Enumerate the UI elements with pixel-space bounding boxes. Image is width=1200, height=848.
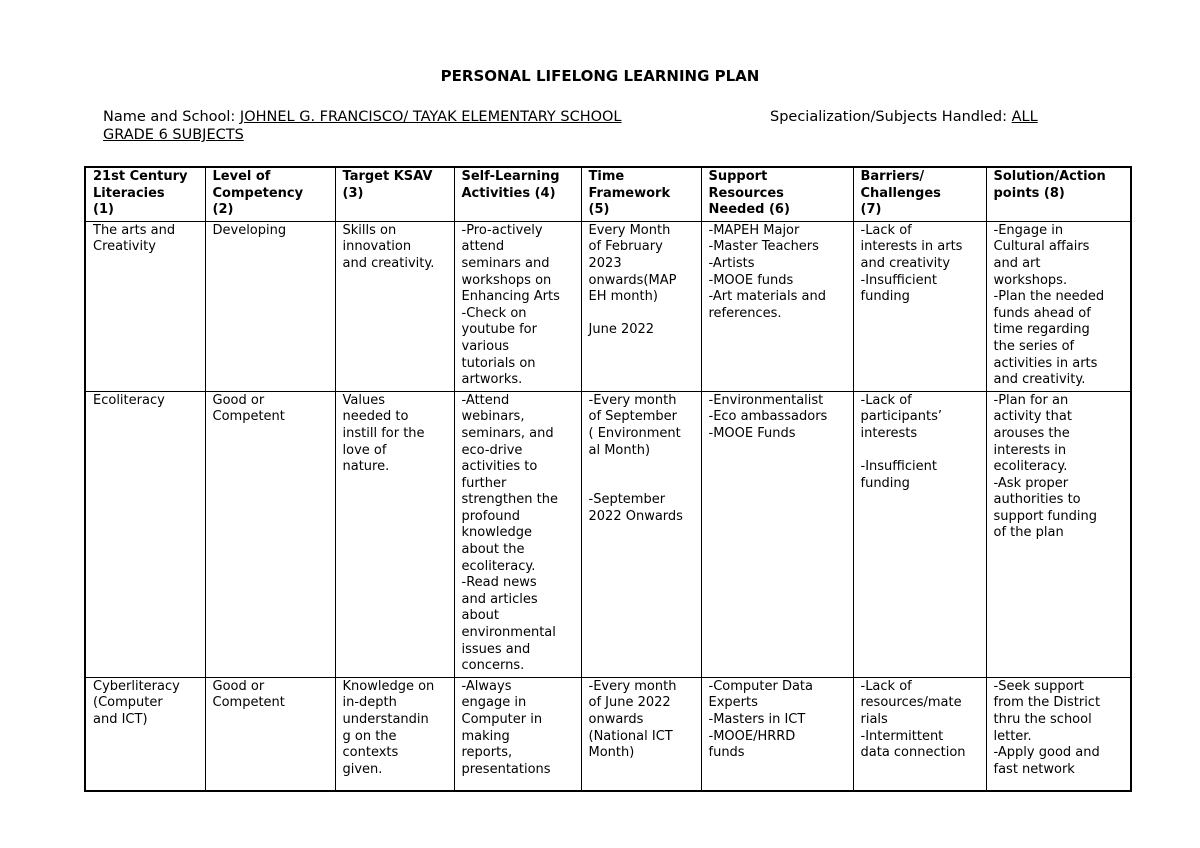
table-cell: -Pro-actively attend seminars and workshops on Enhancing Arts -Check on youtube for various tutorials on artworks.	[454, 221, 581, 391]
document-title: PERSONAL LIFELONG LEARNING PLAN	[440, 67, 760, 85]
specialization-value-continued: GRADE 6 SUBJECTS	[103, 127, 244, 143]
table-cell: -Lack of participants’ interests -Insufficient funding	[853, 391, 986, 677]
table-cell: -Lack of resources/mate rials -Intermittent data connection	[853, 677, 986, 791]
table-cell: Values needed to instill for the love of nature.	[335, 391, 454, 677]
header-target-ksav: Target KSAV (3)	[335, 167, 454, 221]
header-competency: Level of Competency (2)	[205, 167, 335, 221]
table-cell: -Every month of September ( Environment al Month) -September 2022 Onwards	[581, 391, 701, 677]
table-cell: Every Month of February 2023 onwards(MAP EH month) June 2022	[581, 221, 701, 391]
table-row	[85, 391, 1131, 677]
table-cell: Skills on innovation and creativity.	[335, 221, 454, 391]
header-solutions: Solution/Action points (8)	[986, 167, 1131, 221]
header-literacies: 21st Century Literacies (1)	[85, 167, 205, 221]
table-cell: -MAPEH Major -Master Teachers -Artists -MOOE funds -Art materials and references.	[701, 221, 853, 391]
table-cell: Knowledge on in-depth understandin g on the contexts given.	[335, 677, 454, 791]
header-time-framework: Time Framework (5)	[581, 167, 701, 221]
header-resources: Support Resources Needed (6)	[701, 167, 853, 221]
info-line	[103, 108, 1103, 144]
specialization	[770, 108, 1038, 126]
table-cell: Developing	[205, 221, 335, 391]
table-cell: -Lack of interests in arts and creativity -Insufficient funding	[853, 221, 986, 391]
table-row	[85, 677, 1131, 791]
learning-plan-table	[84, 166, 1132, 792]
table-cell: Good or Competent	[205, 677, 335, 791]
header-barriers: Barriers/ Challenges (7)	[853, 167, 986, 221]
table-cell: -Environmentalist -Eco ambassadors -MOOE Funds	[701, 391, 853, 677]
table-cell: Ecoliteracy	[85, 391, 205, 677]
table-cell: -Plan for an activity that arouses the interests in ecoliteracy. -Ask proper authorities to support funding of the plan	[986, 391, 1131, 677]
specialization-value: ALL	[1011, 109, 1038, 125]
table-cell: -Every month of June 2022 onwards (National ICT Month)	[581, 677, 701, 791]
table-cell: The arts and Creativity	[85, 221, 205, 391]
table-cell: -Engage in Cultural affairs and art workshops. -Plan the needed funds ahead of time regarding the series of activities in arts and creativity.	[986, 221, 1131, 391]
specialization-label: Specialization/Subjects Handled:	[770, 109, 1012, 125]
header-row	[85, 167, 1131, 221]
table-cell: -Seek support from the District thru the school letter. -Apply good and fast network	[986, 677, 1131, 791]
header-activities: Self-Learning Activities (4)	[454, 167, 581, 221]
table-cell: -Computer Data Experts -Masters in ICT -MOOE/HRRD funds	[701, 677, 853, 791]
table-cell: Good or Competent	[205, 391, 335, 677]
table-row	[85, 221, 1131, 391]
table-cell: Cyberliteracy (Computer and ICT)	[85, 677, 205, 791]
table-cell: -Attend webinars, seminars, and eco-drive activities to further strengthen the profound knowledge about the ecoliteracy. -Read news and articles about environmental issues and concerns.	[454, 391, 581, 677]
name-school-value: JOHNEL G. FRANCISCO/ TAYAK ELEMENTARY SCHOOL	[239, 109, 622, 125]
table-cell: -Always engage in Computer in making reports, presentations	[454, 677, 581, 791]
name-school-label: Name and School:	[103, 109, 240, 125]
